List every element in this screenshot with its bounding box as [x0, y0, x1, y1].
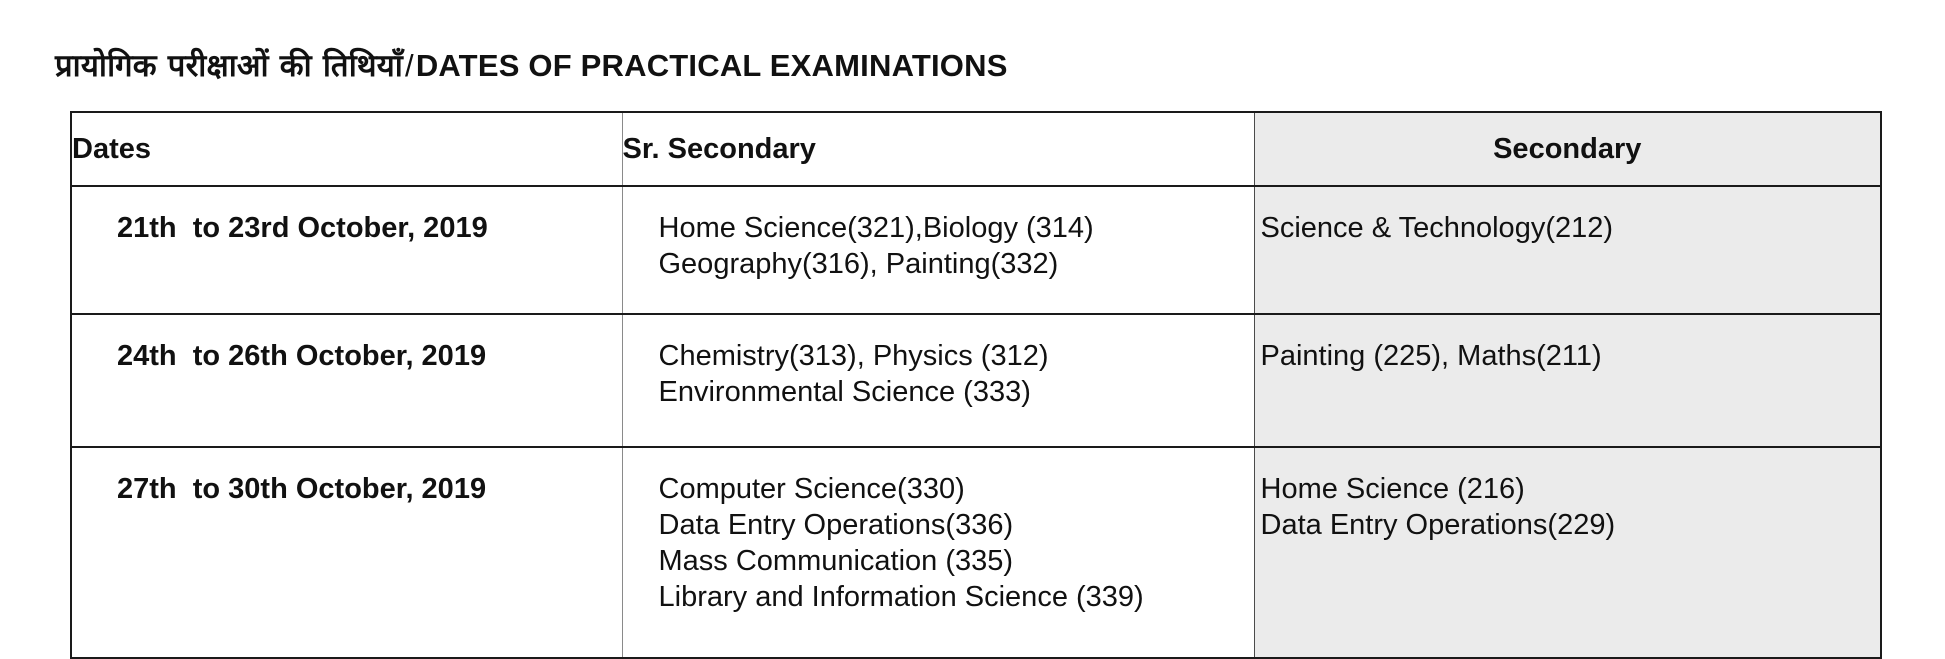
sr-secondary-cell: [622, 186, 1254, 314]
title-hindi: प्रायोगिक परीक्षाओं की तिथियाँ: [55, 48, 403, 84]
subject-line: Environmental Science (333): [658, 376, 1031, 408]
secondary-cell: [1254, 447, 1881, 658]
column-header-sr-secondary: Sr. Secondary: [622, 112, 1254, 186]
subject-line: Home Science (216): [1260, 473, 1525, 505]
table-row: [71, 447, 1881, 658]
secondary-cell: [1254, 314, 1881, 447]
title-english: DATES OF PRACTICAL EXAMINATIONS: [415, 48, 1008, 83]
subject-line: Data Entry Operations(229): [1260, 509, 1616, 541]
sr-secondary-cell: [622, 314, 1254, 447]
subject-line: Home Science(321),Biology (314): [658, 212, 1094, 244]
subject-line: Geography(316), Painting(332): [658, 248, 1059, 280]
date-cell: 24th to 26th October, 2019: [71, 314, 622, 447]
page-title: [55, 44, 1008, 86]
subject-line: Chemistry(313), Physics (312): [658, 340, 1049, 372]
title-separator: /: [404, 48, 414, 83]
table-row: [71, 186, 1881, 314]
subject-line: Data Entry Operations(336): [658, 509, 1014, 541]
sr-secondary-cell: [622, 447, 1254, 658]
subject-line: Painting (225), Maths(211): [1260, 340, 1602, 372]
secondary-cell: [1254, 186, 1881, 314]
subject-line: Mass Communication (335): [658, 545, 1014, 577]
subject-line: Computer Science(330): [658, 473, 965, 505]
subject-line: Library and Information Science (339): [658, 581, 1144, 613]
date-cell: 27th to 30th October, 2019: [71, 447, 622, 658]
table-header-row: [71, 112, 1881, 186]
column-header-secondary: Secondary: [1254, 112, 1881, 186]
table-row: [71, 314, 1881, 447]
column-header-dates: Dates: [71, 112, 622, 186]
subject-line: Science & Technology(212): [1260, 212, 1614, 244]
date-cell: 21th to 23rd October, 2019: [71, 186, 622, 314]
practical-exam-dates-table: [70, 111, 1882, 659]
